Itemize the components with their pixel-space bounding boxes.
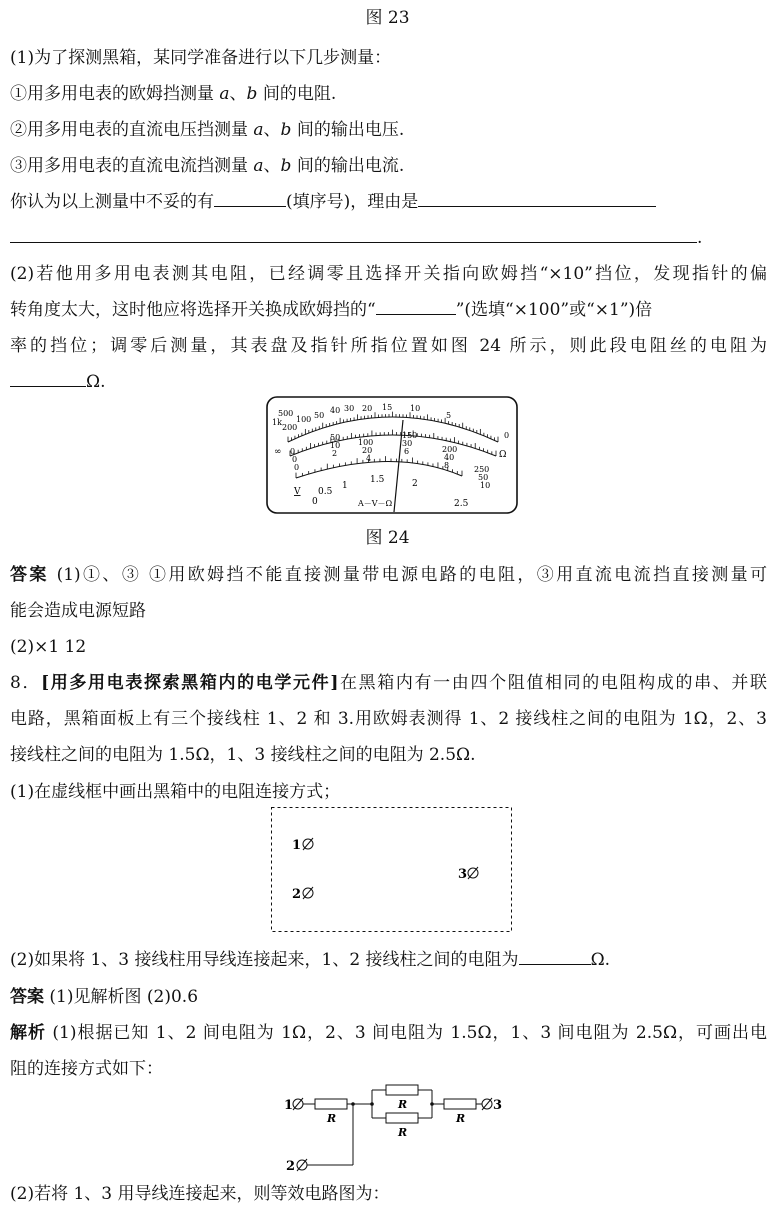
step-2-end: 间的输出电压.: [291, 120, 405, 140]
answer-1-text: (1)①、③ ①用欧姆挡不能直接测量带电源电路的电阻，③用直流电流挡直接测量可: [48, 565, 768, 585]
answer-blank[interactable]: [376, 298, 456, 315]
dc-b-50: 50: [478, 473, 489, 482]
ohm-tick-500: 500: [278, 409, 294, 418]
terminal-1-label: 1: [292, 838, 302, 853]
step-2: [10, 118, 767, 142]
ohm-symbol: Ω: [499, 450, 507, 460]
question-8-line-3: 接线柱之间的电阻为 1.5Ω，1、3 接线柱之间的电阻为 2.5Ω.: [10, 745, 476, 765]
dc-b-30: 30: [402, 439, 413, 448]
resistor-3: [386, 1113, 418, 1123]
dc-a-100: 100: [358, 438, 374, 447]
separator: 、: [263, 120, 281, 140]
ohm-tick-0: 0: [504, 431, 510, 440]
sub-2-text: (2)如果将 1、3 接线柱用导线连接起来，1、2 接线柱之间的电阻为: [10, 950, 519, 970]
junction-dot: [370, 1102, 374, 1106]
analysis-line-2: 阻的连接方式如下：: [10, 1059, 163, 1079]
ac-2.5: 2.5: [454, 499, 469, 509]
answer-blank[interactable]: [214, 190, 286, 207]
dc-b-10: 10: [330, 441, 341, 450]
resistor-4-label: R: [456, 1112, 466, 1125]
multimeter-dial-figure: [266, 396, 518, 514]
dc-b-40: 40: [444, 453, 455, 462]
circuit-diagram: [282, 1080, 502, 1176]
resistor-3-label: R: [398, 1126, 408, 1139]
var-b: b: [246, 84, 258, 104]
answer-blank[interactable]: [10, 226, 697, 243]
reason-line: [10, 226, 767, 250]
ac-0: 0: [312, 497, 318, 507]
dc-a-200: 200: [442, 445, 458, 454]
ac-0.5: 0.5: [318, 487, 333, 497]
ohm-tick-200: 200: [282, 423, 298, 432]
question-tag: [用多用电表探索黑箱内的电学元件]: [41, 673, 339, 693]
ohm-tick-40: 40: [330, 406, 341, 415]
question-2-line-1: (2)若他用多用电表测其电阻，已经调零且选择开关指向欧姆挡“×10”挡位，发现指针的偏: [10, 264, 767, 284]
circuit-terminal-3-label: 3: [493, 1098, 502, 1113]
ohm-tick-20: 20: [362, 404, 373, 413]
dc-c-6: 6: [404, 447, 410, 456]
analysis-line-3: (2)若将 1、3 用导线连接起来，则等效电路图为：: [10, 1184, 390, 1204]
var-a: a: [253, 156, 264, 176]
question-2-line-2: [10, 298, 767, 322]
step-1-end: 间的电阻.: [257, 84, 337, 104]
ohm-tick-100: 100: [296, 415, 312, 424]
question-1-intro: (1)为了探测黑箱，某同学准备进行以下几步测量：: [10, 48, 392, 68]
var-b: b: [280, 156, 292, 176]
meter-bottom-label: A－V－Ω: [358, 499, 393, 508]
question-1-ask: [10, 190, 767, 214]
ac-1.5: 1.5: [370, 475, 385, 485]
separator: 、: [263, 156, 281, 176]
step-1-text: ①用多用电表的欧姆挡测量: [10, 84, 220, 104]
separator: 、: [229, 84, 247, 104]
resistor-2: [386, 1085, 418, 1095]
question-8-sub-2: [10, 948, 767, 972]
step-1: [10, 82, 767, 106]
resistor-1-label: R: [327, 1112, 337, 1125]
answer-1-line-2: 能会造成电源短路: [10, 601, 146, 621]
junction-dot: [430, 1102, 434, 1106]
var-a: a: [253, 120, 264, 140]
analysis-line-1: [10, 1021, 767, 1045]
answer-blank[interactable]: [418, 190, 656, 207]
answer-2-text: (1)见解析图 (2)0.6: [44, 987, 199, 1007]
dc-a-50: 50: [330, 433, 341, 442]
ohm-tick-50: 50: [314, 411, 325, 420]
step-3-text: ③用多用电表的直流电流挡测量: [10, 156, 254, 176]
dc-a-250: 250: [474, 465, 490, 474]
question-8-sub-1: (1)在虚线框中画出黑箱中的电阻连接方式；: [10, 782, 341, 802]
ohm-tick-10: 10: [410, 404, 421, 413]
question-8-line-2: 电路，黑箱面板上有三个接线柱 1、2 和 3.用欧姆表测得 1、2 接线柱之间的电阻为 1Ω，2、3: [10, 709, 767, 729]
answer-blank[interactable]: [10, 370, 86, 387]
ohm-tick-5: 5: [446, 411, 452, 420]
answer-2: [10, 985, 767, 1009]
question-number: 8．: [10, 673, 42, 693]
answer-blank[interactable]: [519, 948, 591, 965]
question-2-line-3: 率的挡位；调零后测量，其表盘及指针所指位置如图 24 所示，则此段电阻丝的电阻为: [10, 336, 767, 356]
ac-2: 2: [412, 479, 418, 489]
figure-24-caption: 图 24: [365, 528, 410, 548]
dc-b-0: 0: [292, 455, 298, 464]
dashed-answer-box[interactable]: [270, 806, 514, 934]
step-2-text: ②用多用电表的直流电压挡测量: [10, 120, 254, 140]
period: .: [697, 228, 703, 248]
dc-a-0: 0: [290, 447, 296, 456]
figure-23-caption: 图 23: [365, 8, 410, 28]
q2-text: 转角度太大，这时他应将选择开关换成欧姆挡的“: [10, 300, 376, 320]
analysis-text: (1)根据已知 1、2 间电阻为 1Ω，2、3 间电阻为 1.5Ω，1、3 间电阻为 2.5Ω，可画出电: [45, 1023, 767, 1043]
var-a: a: [219, 84, 230, 104]
dc-c-10: 10: [480, 481, 491, 490]
dc-c-4: 4: [366, 454, 372, 463]
ohm-tick-15: 15: [382, 403, 393, 412]
infinity-mark: ∞: [274, 447, 282, 457]
dc-b-20: 20: [362, 446, 373, 455]
unit-ohm: Ω.: [86, 372, 106, 392]
answer-label: 答案: [10, 987, 44, 1007]
v-label: V: [294, 487, 301, 497]
question-2-line-4: [10, 370, 767, 394]
step-3: [10, 154, 767, 178]
junction-dot: [351, 1102, 355, 1106]
question-8-line-1: [10, 671, 767, 695]
answer-1-line-3: (2)×1 12: [10, 637, 87, 657]
ohm-tick-1k: 1k: [272, 418, 282, 427]
circuit-terminal-1-label: 1: [284, 1098, 294, 1113]
ac-1: 1: [342, 481, 348, 491]
terminal-3-label: 3: [458, 867, 468, 882]
resistor-4: [444, 1099, 476, 1109]
q2-text-end: ”(选填“×100”或“×1”)倍: [455, 300, 653, 320]
var-b: b: [280, 120, 292, 140]
circuit-terminal-2-label: 2: [286, 1159, 296, 1174]
resistor-1: [315, 1099, 347, 1109]
dc-a-150: 150: [402, 431, 418, 440]
dc-c-8: 8: [444, 461, 450, 470]
dc-c-0: 0: [294, 463, 300, 472]
answer-label: 答案: [10, 565, 49, 585]
ohm-tick-30: 30: [344, 404, 355, 413]
terminal-2-label: 2: [292, 887, 302, 902]
analysis-label: 解析: [10, 1023, 46, 1043]
resistor-2-label: R: [398, 1098, 408, 1111]
question-8-text: 在黑箱内有一由四个阻值相同的电阻构成的串、并联: [338, 673, 767, 693]
step-3-end: 间的输出电流.: [291, 156, 405, 176]
answer-1-line-1: [10, 563, 767, 587]
unit-ohm: Ω.: [590, 950, 611, 970]
ask-text: 你认为以上测量中不妥的有: [10, 192, 214, 212]
dc-c-2: 2: [332, 449, 338, 458]
ask-reason: (填序号)，理由是: [286, 192, 419, 212]
